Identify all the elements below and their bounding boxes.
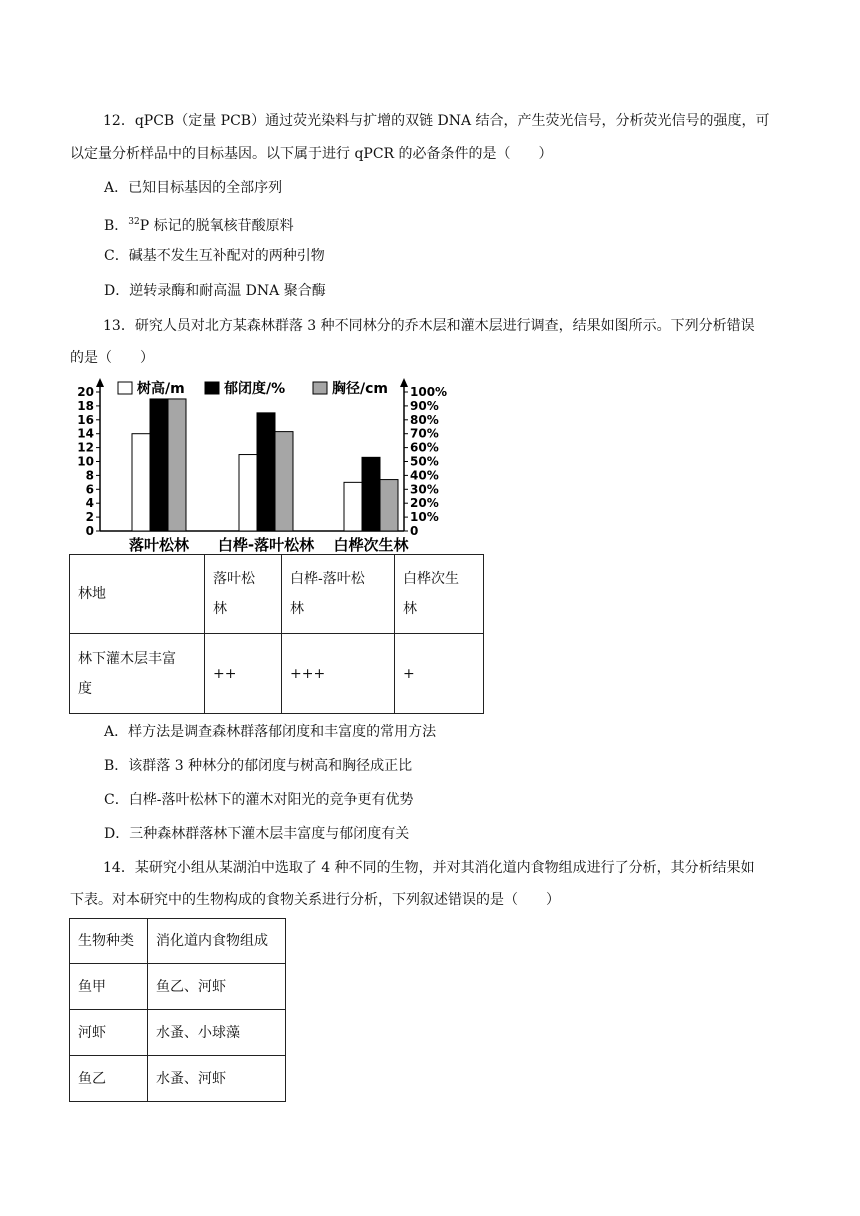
q12-stem-line2: 以定量分析样品中的目标基因。以下属于进行 qPCR 的必备条件的是（ ） xyxy=(70,146,553,162)
bar xyxy=(380,480,398,531)
q14-table-cell: 鱼甲 xyxy=(70,964,148,1010)
bar xyxy=(132,434,150,531)
legend-swatch xyxy=(118,382,132,394)
category-label: 落叶松林 xyxy=(128,536,190,554)
bar xyxy=(168,399,186,531)
left-axis-arrow xyxy=(96,378,104,387)
left-tick-label: 16 xyxy=(77,412,94,427)
left-tick-label: 0 xyxy=(85,524,94,538)
right-tick-label: 40% xyxy=(410,468,439,483)
right-tick-label: 30% xyxy=(410,482,439,497)
q13-stem-line1: 13．研究人员对北方某森林群落 3 种不同林分的乔木层和灌木层进行调查，结果如图所示。下列分析错误 xyxy=(103,318,755,334)
q13-table-row-label: 林下灌木层丰富 度 xyxy=(70,634,205,714)
left-tick-label: 10 xyxy=(77,454,94,469)
q13-option-b: B．该群落 3 种林分的郁闭度与树高和胸径成正比 xyxy=(104,758,413,774)
q13-option-a: A．样方法是调查森林群落郁闭度和丰富度的常用方法 xyxy=(104,724,437,740)
q12-option-c: C．碱基不发生互补配对的两种引物 xyxy=(104,248,325,264)
legend-label: 胸径/cm xyxy=(332,381,388,397)
bar xyxy=(344,482,362,531)
left-tick-label: 2 xyxy=(85,510,94,525)
left-tick-label: 14 xyxy=(77,426,94,441)
right-axis-arrow xyxy=(400,378,408,387)
q13-table xyxy=(69,554,484,714)
q12-option-b: B．$^{32}$P 标记的脱氧核苷酸原料 xyxy=(104,217,294,234)
right-tick-label: 90% xyxy=(410,398,439,413)
legend-label: 树高/m xyxy=(137,381,185,397)
left-tick-label: 18 xyxy=(77,398,94,413)
q13-table-col3: 白桦次生 林 xyxy=(395,555,484,634)
q14-table xyxy=(69,918,286,1102)
right-tick-label: 60% xyxy=(410,440,439,455)
q14-table-cell: 鱼乙、河虾 xyxy=(148,964,286,1010)
q13-option-c: C．白桦-落叶松林下的灌木对阳光的竞争更有优势 xyxy=(104,792,414,808)
left-tick-label: 4 xyxy=(85,496,94,511)
right-tick-label: 100% xyxy=(410,385,448,399)
q13-stem-line2: 的是（ ） xyxy=(70,350,154,366)
q13-table-value: + xyxy=(395,634,484,714)
q14-table-header: 生物种类 xyxy=(70,919,148,964)
left-tick-label: 6 xyxy=(85,482,94,497)
q13-table-value: ++ xyxy=(205,634,282,714)
bar xyxy=(362,457,380,531)
right-tick-label: 0 xyxy=(410,524,419,538)
bar xyxy=(239,455,257,531)
forest-bar-chart xyxy=(68,376,488,554)
right-tick-label: 70% xyxy=(410,426,439,441)
q14-stem-line1: 14．某研究小组从某湖泊中选取了 4 种不同的生物，并对其消化道内食物组成进行了分析，其分析结果如 xyxy=(103,860,755,876)
legend-label: 郁闭度/% xyxy=(224,381,286,397)
left-tick-label: 20 xyxy=(77,385,94,399)
category-label: 白桦-落叶松林 xyxy=(217,536,315,554)
left-tick-label: 12 xyxy=(77,440,94,455)
q12-stem-line1: 12．qPCB（定量 PCB）通过荧光染料与扩增的双链 DNA 结合，产生荧光信号，分析荧光信号的强度，可 xyxy=(103,113,770,129)
category-label: 白桦次生林 xyxy=(333,536,409,554)
legend-swatch xyxy=(205,382,219,394)
q13-table-header-label: 林地 xyxy=(70,555,205,634)
legend-swatch xyxy=(313,382,327,394)
q14-table-cell: 河虾 xyxy=(70,1010,148,1056)
right-tick-label: 80% xyxy=(410,412,439,427)
right-tick-label: 50% xyxy=(410,454,439,469)
bar xyxy=(275,432,293,531)
left-tick-label: 8 xyxy=(85,468,94,483)
q12-option-a: A．已知目标基因的全部序列 xyxy=(104,180,283,196)
q14-table-cell: 鱼乙 xyxy=(70,1056,148,1102)
q13-table-value: +++ xyxy=(282,634,395,714)
q14-table-cell: 水蚤、河虾 xyxy=(148,1056,286,1102)
q14-table-header: 消化道内食物组成 xyxy=(148,919,286,964)
q14-stem-line2: 下表。对本研究中的生物构成的食物关系进行分析，下列叙述错误的是（ ） xyxy=(70,892,560,908)
right-tick-label: 20% xyxy=(410,496,439,511)
q13-table-col2: 白桦-落叶松 林 xyxy=(282,555,395,634)
right-tick-label: 10% xyxy=(410,510,439,525)
q13-option-d: D．三种森林群落林下灌木层丰富度与郁闭度有关 xyxy=(104,826,410,842)
q12-option-d: D．逆转录酶和耐高温 DNA 聚合酶 xyxy=(104,283,326,299)
q13-table-col1: 落叶松 林 xyxy=(205,555,282,634)
bar xyxy=(257,413,275,531)
q14-table-cell: 水蚤、小球藻 xyxy=(148,1010,286,1056)
bar xyxy=(150,399,168,531)
